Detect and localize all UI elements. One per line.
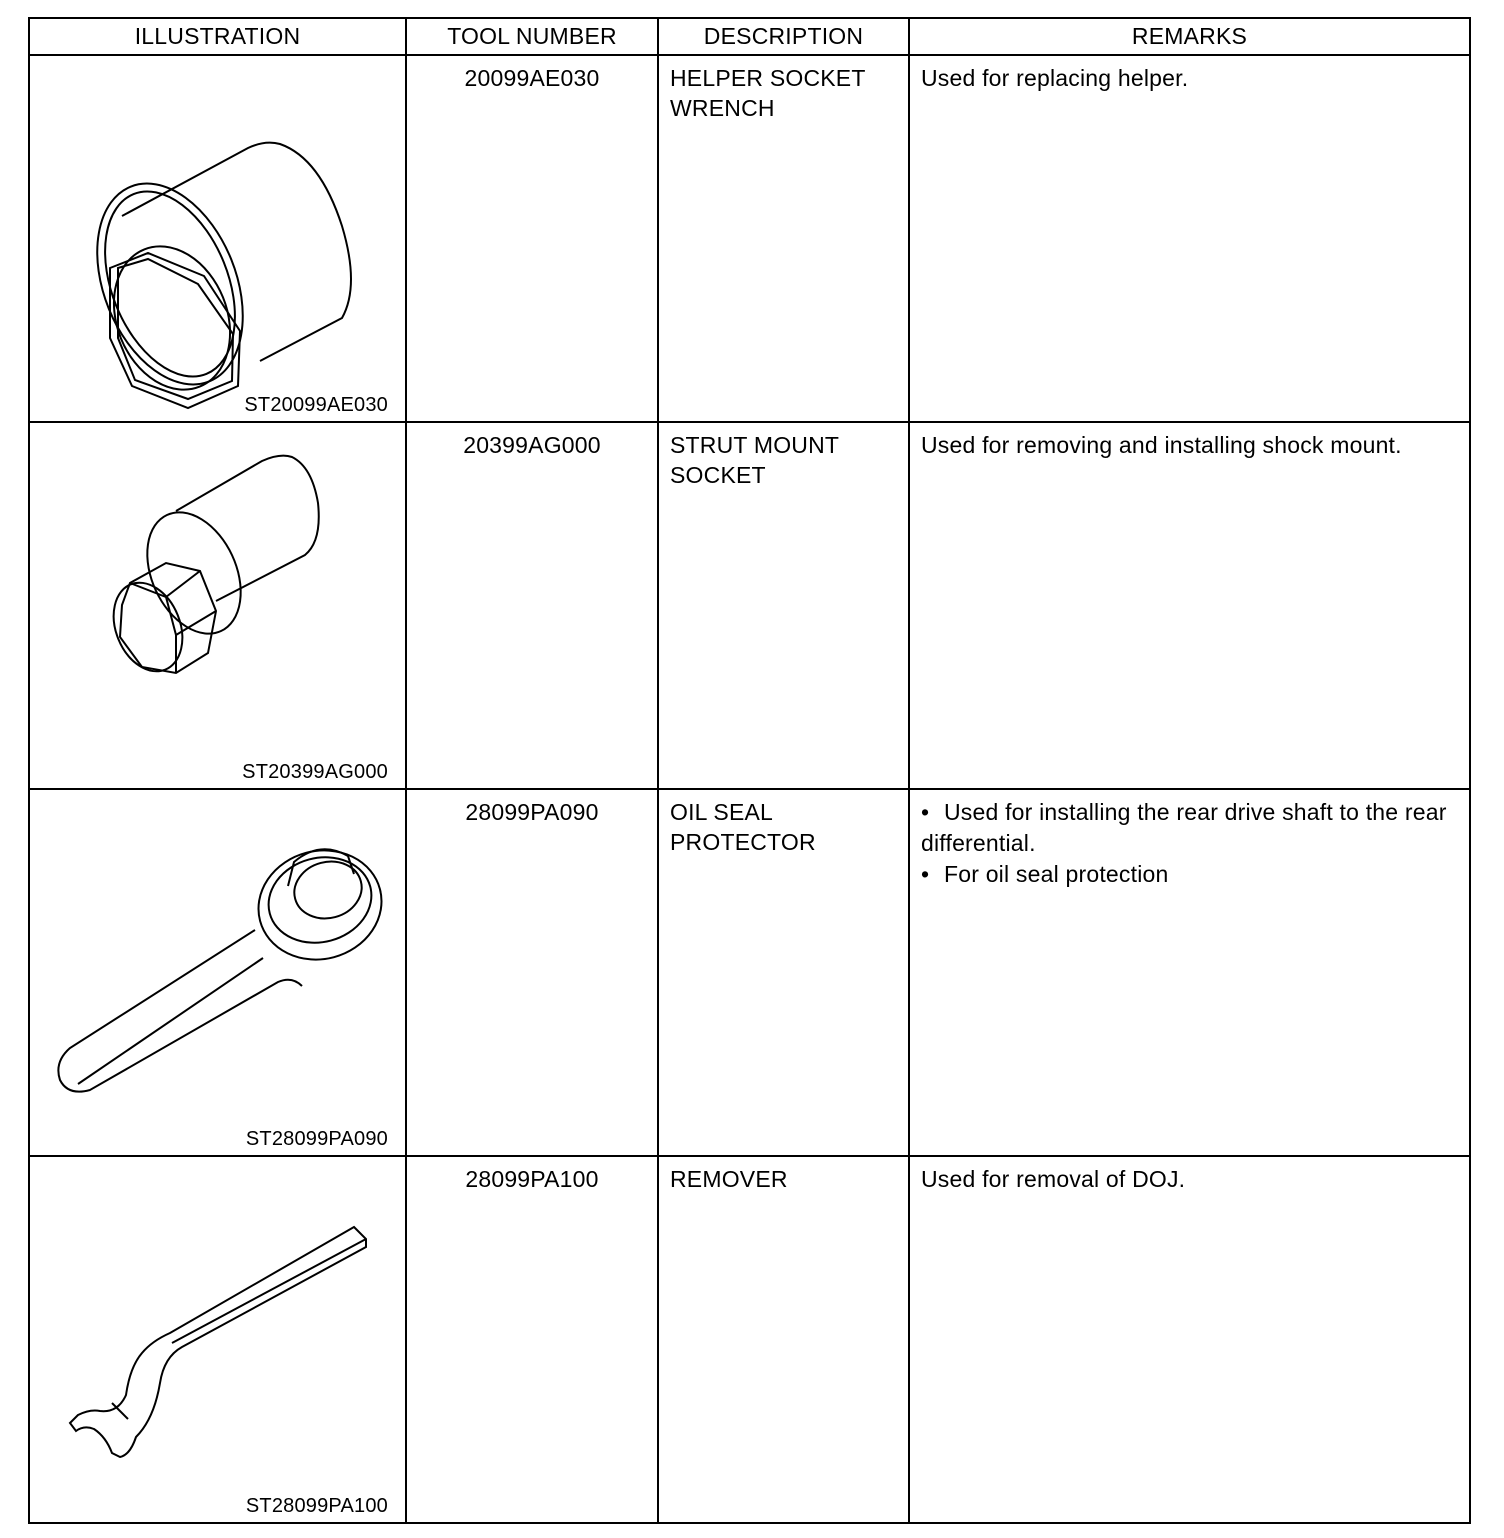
description-cell bbox=[658, 422, 909, 789]
description-line: SOCKET bbox=[670, 462, 766, 488]
illustration-code: ST28099PA100 bbox=[245, 1495, 388, 1517]
header-tool-number: TOOL NUMBER bbox=[406, 18, 658, 55]
remarks-bullet: • Used for installing the rear drive shaft to the rear differential. bbox=[921, 799, 1447, 856]
tool-number-cell bbox=[406, 55, 658, 422]
tool-number: 28099PA100 bbox=[465, 1166, 599, 1192]
tool-number-cell bbox=[406, 1156, 658, 1523]
remover-drawing-icon bbox=[30, 1157, 407, 1522]
tool-number-cell bbox=[406, 422, 658, 789]
tool-number-cell bbox=[406, 789, 658, 1156]
tool-number: 20399AG000 bbox=[463, 432, 601, 458]
remarks-cell bbox=[909, 1156, 1470, 1523]
table-row bbox=[29, 55, 1470, 422]
illustration-cell bbox=[29, 55, 406, 422]
bullet-icon: • bbox=[921, 799, 930, 825]
remarks-text: Used for removal of DOJ. bbox=[921, 1166, 1186, 1192]
table-header-row bbox=[29, 18, 1470, 55]
description-cell bbox=[658, 55, 909, 422]
helper-socket-wrench-drawing-icon bbox=[30, 56, 407, 421]
description-line: REMOVER bbox=[670, 1166, 788, 1192]
description-cell bbox=[658, 1156, 909, 1523]
header-description: DESCRIPTION bbox=[658, 18, 909, 55]
description-line: HELPER SOCKET bbox=[670, 65, 866, 91]
strut-mount-socket-drawing-icon bbox=[30, 423, 407, 788]
special-tools-table bbox=[28, 17, 1471, 1524]
remarks-cell bbox=[909, 789, 1470, 1156]
illustration-code: ST20099AE030 bbox=[244, 394, 388, 416]
illustration-cell bbox=[29, 789, 406, 1156]
remarks-text: Used for removing and installing shock mount. bbox=[921, 432, 1402, 458]
illustration-cell bbox=[29, 1156, 406, 1523]
description-line: PROTECTOR bbox=[670, 829, 816, 855]
illustration-code: ST28099PA090 bbox=[245, 1128, 388, 1150]
bullet-icon: • bbox=[921, 861, 930, 887]
remarks-text: Used for replacing helper. bbox=[921, 65, 1189, 91]
table-row bbox=[29, 422, 1470, 789]
remarks-bullet: • For oil seal protection bbox=[921, 859, 1459, 890]
tool-number: 28099PA090 bbox=[465, 799, 599, 825]
table-row bbox=[29, 789, 1470, 1156]
description-line: WRENCH bbox=[670, 95, 775, 121]
tool-number: 20099AE030 bbox=[464, 65, 600, 91]
table-row bbox=[29, 1156, 1470, 1523]
description-cell bbox=[658, 789, 909, 1156]
illustration-cell bbox=[29, 422, 406, 789]
illustration-code: ST20399AG000 bbox=[242, 761, 388, 783]
description-line: OIL SEAL bbox=[670, 799, 774, 825]
header-remarks: REMARKS bbox=[909, 18, 1470, 55]
description-line: STRUT MOUNT bbox=[670, 432, 840, 458]
remarks-cell bbox=[909, 422, 1470, 789]
oil-seal-protector-drawing-icon bbox=[30, 790, 407, 1155]
remarks-cell bbox=[909, 55, 1470, 422]
header-illustration: ILLUSTRATION bbox=[29, 18, 406, 55]
